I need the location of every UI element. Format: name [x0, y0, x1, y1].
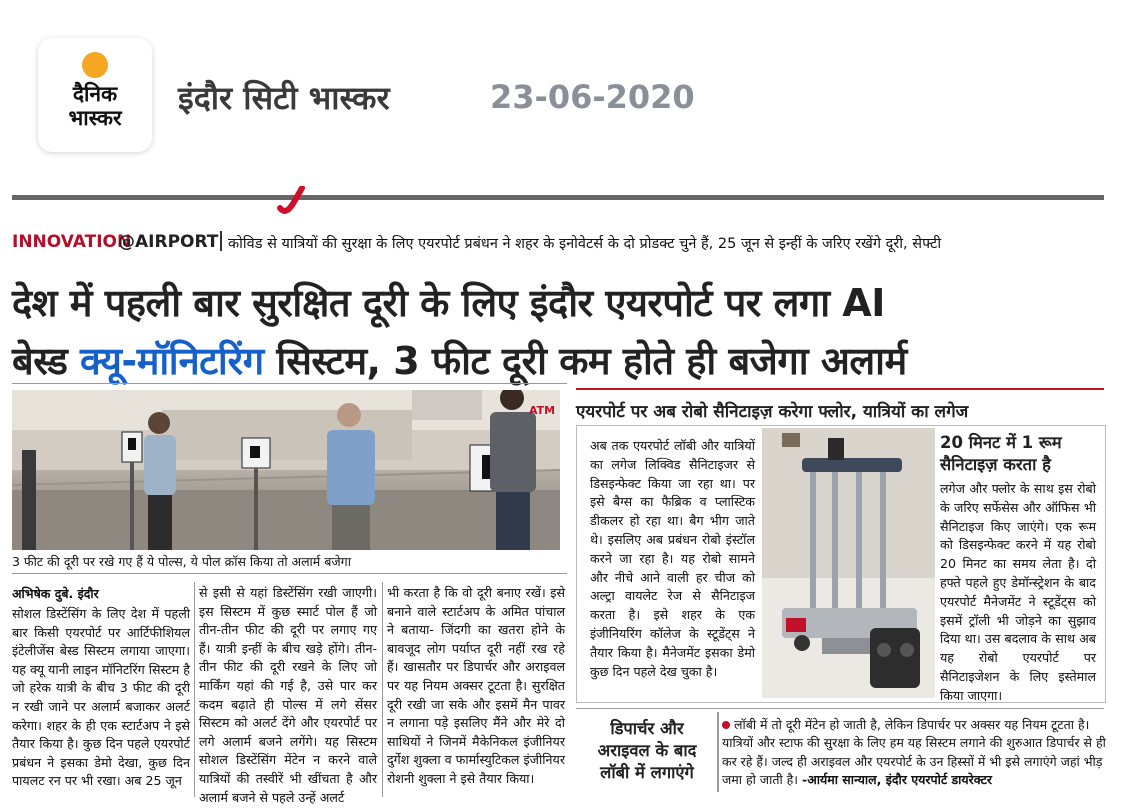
quote-body	[722, 716, 1106, 790]
bullet-icon	[722, 721, 730, 729]
article-column-1: सोशल डिस्टेंसिंग के लिए देश में पहली बार किसी एयरपोर्ट पर आर्टिफीशियल इंटेलीजेंस बेस्ड सिस्टम लगाया जाएगा। यह क्यू यानी लाइन मॉनिटरिंग सिस्टम है जो हरेक यात्री के बीच 3 फीट की दूरी न रखी जाने पर अलार्म बजाकर अलर्ट करेगा। शहर के ही एक स्टार्टअप ने इसे तैयार किया है। कुछ दिन पहले एयरपोर्ट प्रबंधन ने इसका डेमो देखा, कुछ दिन पायलट रन पर भी रखा। अब 25 जून	[12, 606, 190, 789]
edition-date: 23-06-2020	[490, 78, 695, 116]
byline: अभिषेक दुबे. इंदौर	[12, 586, 99, 601]
edition-title: इंदौर सिटी भास्कर	[178, 79, 390, 117]
sidebar-top-rule	[576, 388, 1104, 390]
quote-heading-line3: लॉबी में लगाएंगे	[600, 763, 694, 782]
robot-photo	[762, 428, 935, 698]
logo-line2: भास्कर	[68, 106, 122, 130]
page-top-rule	[12, 195, 1104, 200]
article-column-2: से इसी से यहां डिस्टेंसिंग रखी जाएगी। इस सिस्टम में कुछ स्मार्ट पोल हैं जो तीन-तीन फीट की दूरी पर लगाए गए हैं। यात्री इन्हीं के बीच खड़े होंगे। तीन-तीन फीट की दूरी रखने के लिए जो मार्किंग यहां की गई है, उसे पार कर कदम बढ़ाते ही पोल्स में लगे सेंसर सिस्टम को अलर्ट देंगे और एयरपोर्ट पर लगे अलार्म बजने लगेंगे। यह सिस्टम सोशल डिस्टेंसिंग मेंटेन न करने वाले यात्रियों की तस्वीरें भी खींचता है और अलार्म बजने से पहले उन्हें अलर्ट	[199, 585, 377, 805]
quote-text: लॉबी में तो दूरी मेंटेन हो जाती है, लेकिन डिपार्चर पर अक्सर यह नियम टूटता है। यात्रियों और स्टाफ की सुरक्षा के लिए हम यह सिस्टम लगाने की शुरुआत डिपार्चर से ही कर रहे हैं। जल्द ही अराइवल और एयरपोर्ट के उन हिस्सों में भी इसे लगाएंगे जहां भीड़ जमा हो जाती है।	[722, 717, 1106, 788]
sidebar-right-text: लगेज और फ्लोर के साथ इस रोबो के जरिए सर्फेसेस और ऑफिस भी सैनिटाइज किए जाएंगे। एक रूम को डिसइन्फेक्ट करने में यह रोबो 20 मिनट का समय लेता है। दो हफ्ते पहले हुए डेमॉन्स्ट्रेशन के बाद एयरपोर्ट मैनेजमेंट ने स्टूडेंट्स को इसमें ट्रॉली भी जोड़ने का सुझाव दिया था। उस बदलाव के साथ अब यह रोबो एयरपोर्ट पर सैनिटाइजेशन के लिए इस्तेमाल किया जाएगा।	[940, 481, 1096, 703]
sidebar-box-heading-line2: सैनिटाइज़ करता है	[940, 455, 1051, 474]
column-divider-1	[194, 582, 195, 797]
red-mark-icon	[272, 186, 312, 216]
strap-line: कोविड से यात्रियों की सुरक्षा के लिए एयरपोर्ट प्रबंधन ने शहर के इनोवेटर्स के दो प्रोडक्ट चुने हैं, 25 जून से इन्हीं के जरिए रखेंगे दूरी, सेफ्टी	[228, 236, 942, 252]
headline-line-1: देश में पहली बार सुरक्षित दूरी के लिए इंदौर एयरपोर्ट पर लगा AI	[12, 281, 885, 325]
headline-line-2	[12, 334, 907, 386]
airport-photo-illustration	[12, 390, 560, 550]
quote-heading-line2: अराइवल के बाद	[597, 741, 697, 760]
quote-attribution: -आर्यमा सान्याल, इंदौर एयरपोर्ट डायरेक्टर	[802, 772, 993, 788]
quote-top-rule	[576, 708, 1104, 709]
kicker-tag: @AIRPORT	[118, 232, 219, 252]
quote-heading	[587, 718, 707, 784]
robot-photo-illustration	[762, 428, 935, 698]
headline-line-2-a: बेस्ड	[12, 339, 81, 383]
sidebar-title: एयरपोर्ट पर अब रोबो सैनिटाइज़ करेगा फ्लोर, यात्रियों का लगेज	[576, 402, 969, 422]
sun-icon	[82, 52, 108, 78]
sidebar-left-text: अब तक एयरपोर्ट लॉबी और यात्रियों का लगेज लिक्विड सैनिटाइजर से डिसइन्फेक्ट किया जा रहा था। पर इसे बैग्स का फैब्रिक व प्लास्टिक डीकलर हो रहा था। बैग भीग जाते थे। इसलिए अब प्रबंधन रोबो इंस्टॉल करने जा रहा है। यह रोबो सामने और नीचे आने वाली हर चीज को अल्ट्रा वायलेट रेज से सैनिटाइज करता है। इसे शहर के एक इंजीनियरिंग कॉलेज के स्टूडेंट्स ने तैयार किया है। मैनेजमेंट इसका डेमो कुछ दिन पहले देख चुका है।	[590, 438, 755, 679]
dainik-bhaskar-logo	[38, 38, 152, 152]
sidebar-box-heading	[940, 432, 1062, 476]
svg-text:ATM: ATM	[529, 404, 556, 417]
sidebar-box-heading-line1: 20 मिनट में 1 रूम	[940, 433, 1062, 452]
quote-divider	[717, 712, 719, 792]
kicker-label: INNOVATION	[12, 232, 132, 252]
logo-line1: दैनिक	[72, 82, 118, 106]
photo-caption: 3 फीट की दूरी पर रखे गए हैं ये पोल्स, ये पोल क्रॉस किया तो अलार्म बजेगा	[12, 554, 351, 569]
headline-line-2-b: सिस्टम, 3 फीट दूरी कम होते ही बजेगा अलार्म	[263, 339, 907, 383]
column-divider-2	[382, 582, 383, 797]
strap-divider	[220, 231, 222, 251]
headline-highlight: क्यू-मॉनिटरिंग	[80, 339, 264, 383]
caption-rule	[12, 573, 567, 574]
headline-divider	[12, 383, 567, 384]
quote-heading-line1: डिपार्चर और	[610, 719, 684, 738]
airport-photo	[12, 390, 560, 550]
article-column-3: भी करता है कि वो दूरी बनाए रखें। इसे बनाने वाले स्टार्टअप के अमित पांचाल ने बताया- जिंदगी का खतरा होने के बावजूद लोग पर्याप्त दूरी नहीं रख रहे हैं। खासतौर पर डिपार्चर और अराइवल पर यह नियम अक्सर टूटता है। सुरक्षित दूरी रखी जा सके और इसमें मैन पावर न लगाना पड़े इसलिए मैंने और मेरे दो साथियों ने जिनमें मैकेनिकल इंजीनियर दुर्गेश शुक्ला व फार्मास्युटिकल इंजीनियर रोशनी शुक्ला ने इसे तैयार किया।	[387, 585, 565, 786]
